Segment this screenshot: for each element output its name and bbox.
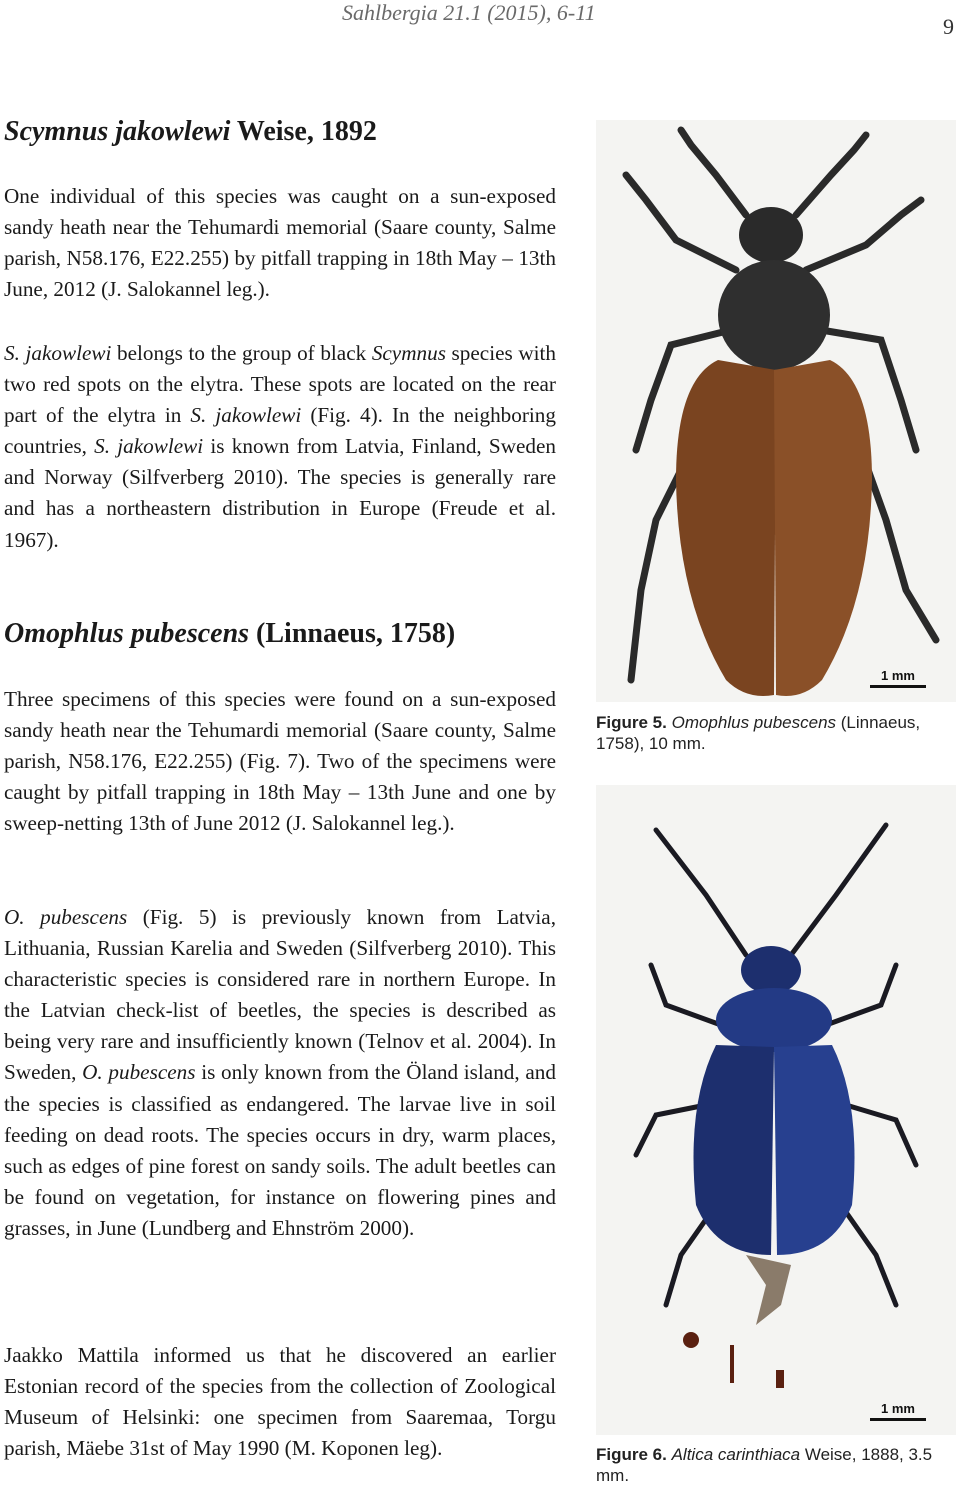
species-name: S. jakowlewi — [94, 434, 204, 459]
text-run: (Fig. 5) is previously known from Latvia, Lithuania, Russian Karelia and Sweden (Silfverberg 2010). This characteristic species is considered rare in northern Europe. In the Latvian check-list of beetles, the species is described as being very rare and insufficiently known (Telnov et al. 2004). In Sweden, — [4, 905, 556, 1085]
paragraph-text: Three specimens of this species were found on a sun-exposed sandy heath near the Tehumardi memorial (Saare county, Salme parish, N58.176, E22.255) (Fig. 7). Two of the specimens were caught by pitfall trapping in 18th May – 13th June and one by sweep-netting 13th of June 2012 (J. Salokannel leg.). — [4, 687, 556, 836]
species-name: S. jakowlewi — [4, 341, 112, 365]
figure-label: Figure 6. — [596, 1445, 667, 1464]
figure-6-caption — [596, 1444, 952, 1486]
scale-label: 1 mm — [881, 668, 915, 683]
species-name: Scymnus — [371, 341, 446, 365]
caption-rest: Weise, 1888, 3.5 mm. — [596, 1445, 933, 1485]
journal-header: Sahlbergia 21.1 (2015), 6-11 — [342, 0, 596, 25]
scale-line — [870, 1418, 926, 1421]
section-omophlus — [4, 618, 556, 650]
paragraph-text — [4, 902, 556, 1244]
scale-bar — [870, 668, 926, 688]
scale-bar — [870, 1401, 926, 1421]
paragraph-text — [4, 338, 556, 556]
text-run: species with two red spots on the elytra. These spots are located on the rear part of the elytra in — [4, 341, 556, 428]
figure-label: Figure 5. — [596, 713, 667, 732]
caption-species: Omophlus pubescens — [671, 713, 837, 732]
section-scymnus — [4, 116, 556, 148]
heading-author: (Linnaeus, 1758) — [249, 618, 456, 649]
beetle-illustration — [596, 785, 956, 1435]
pronotum — [716, 988, 832, 1052]
figure-6-photo — [596, 785, 956, 1435]
heading-author: Weise, 1892 — [230, 116, 377, 147]
scale-line — [870, 685, 926, 688]
paragraph-text: Jaakko Mattila informed us that he discovered an earlier Estonian record of the species from the collection of Zoological Museum of Helsinki: one specimen from Saaremaa, Torgu parish, Mäebe 31st of May 1990 (M. Koponen leg). — [4, 1343, 556, 1461]
head — [739, 207, 803, 263]
head — [741, 946, 801, 994]
caption-species: Altica carinthiaca — [671, 1445, 801, 1464]
text-run: (Fig. 4). In the neighboring countries, — [4, 403, 556, 459]
species-name: O. pubescens — [82, 1060, 196, 1085]
caption-rest: (Linnaeus, 1758), 10 mm. — [596, 713, 921, 753]
text-run: is only known from the Öland island, and the species is classified as endangered. The larvae live in soil feeding on dead roots. The species occurs in dry, warm places, such as edges of pine forest on sandy soils. The adult beetles can be found on vegetation, for instance on flowering pines and grasses, in June (Lundberg and Ehnström 2000). — [4, 1060, 556, 1240]
section-heading — [4, 618, 556, 650]
paragraph-text: One individual of this species was caught on a sun-exposed sandy heath near the Tehumardi memorial (Saare county, Salme parish, N58.176, E22.255) by pitfall trapping in 18th May – 13th June, 2012 (J. Salokannel leg.). — [4, 184, 556, 302]
figure-5-photo — [596, 120, 956, 702]
scale-label: 1 mm — [881, 1401, 915, 1416]
heading-species: Omophlus pubescens — [4, 618, 250, 649]
section-heading — [4, 116, 556, 148]
text-run: belongs to the group of black — [111, 341, 372, 365]
page-number: 9 — [943, 14, 954, 39]
paragraph — [4, 902, 556, 1244]
species-name: S. jakowlewi — [190, 403, 302, 428]
text-run: is known from Latvia, Finland, Sweden and Norway (Silfverberg 2010). The species is generally rare and has a northeastern distribution in Europe (Freude et al. 1967). — [4, 434, 556, 552]
figure-5-caption — [596, 712, 952, 754]
paragraph — [4, 684, 556, 839]
beetle-illustration — [596, 120, 956, 702]
paragraph — [4, 338, 556, 556]
heading-species: Scymnus jakowlewi — [4, 116, 231, 147]
paragraph — [4, 181, 556, 305]
paragraph — [4, 1340, 556, 1464]
species-name: O. pubescens — [4, 905, 128, 929]
pronotum — [718, 260, 830, 370]
